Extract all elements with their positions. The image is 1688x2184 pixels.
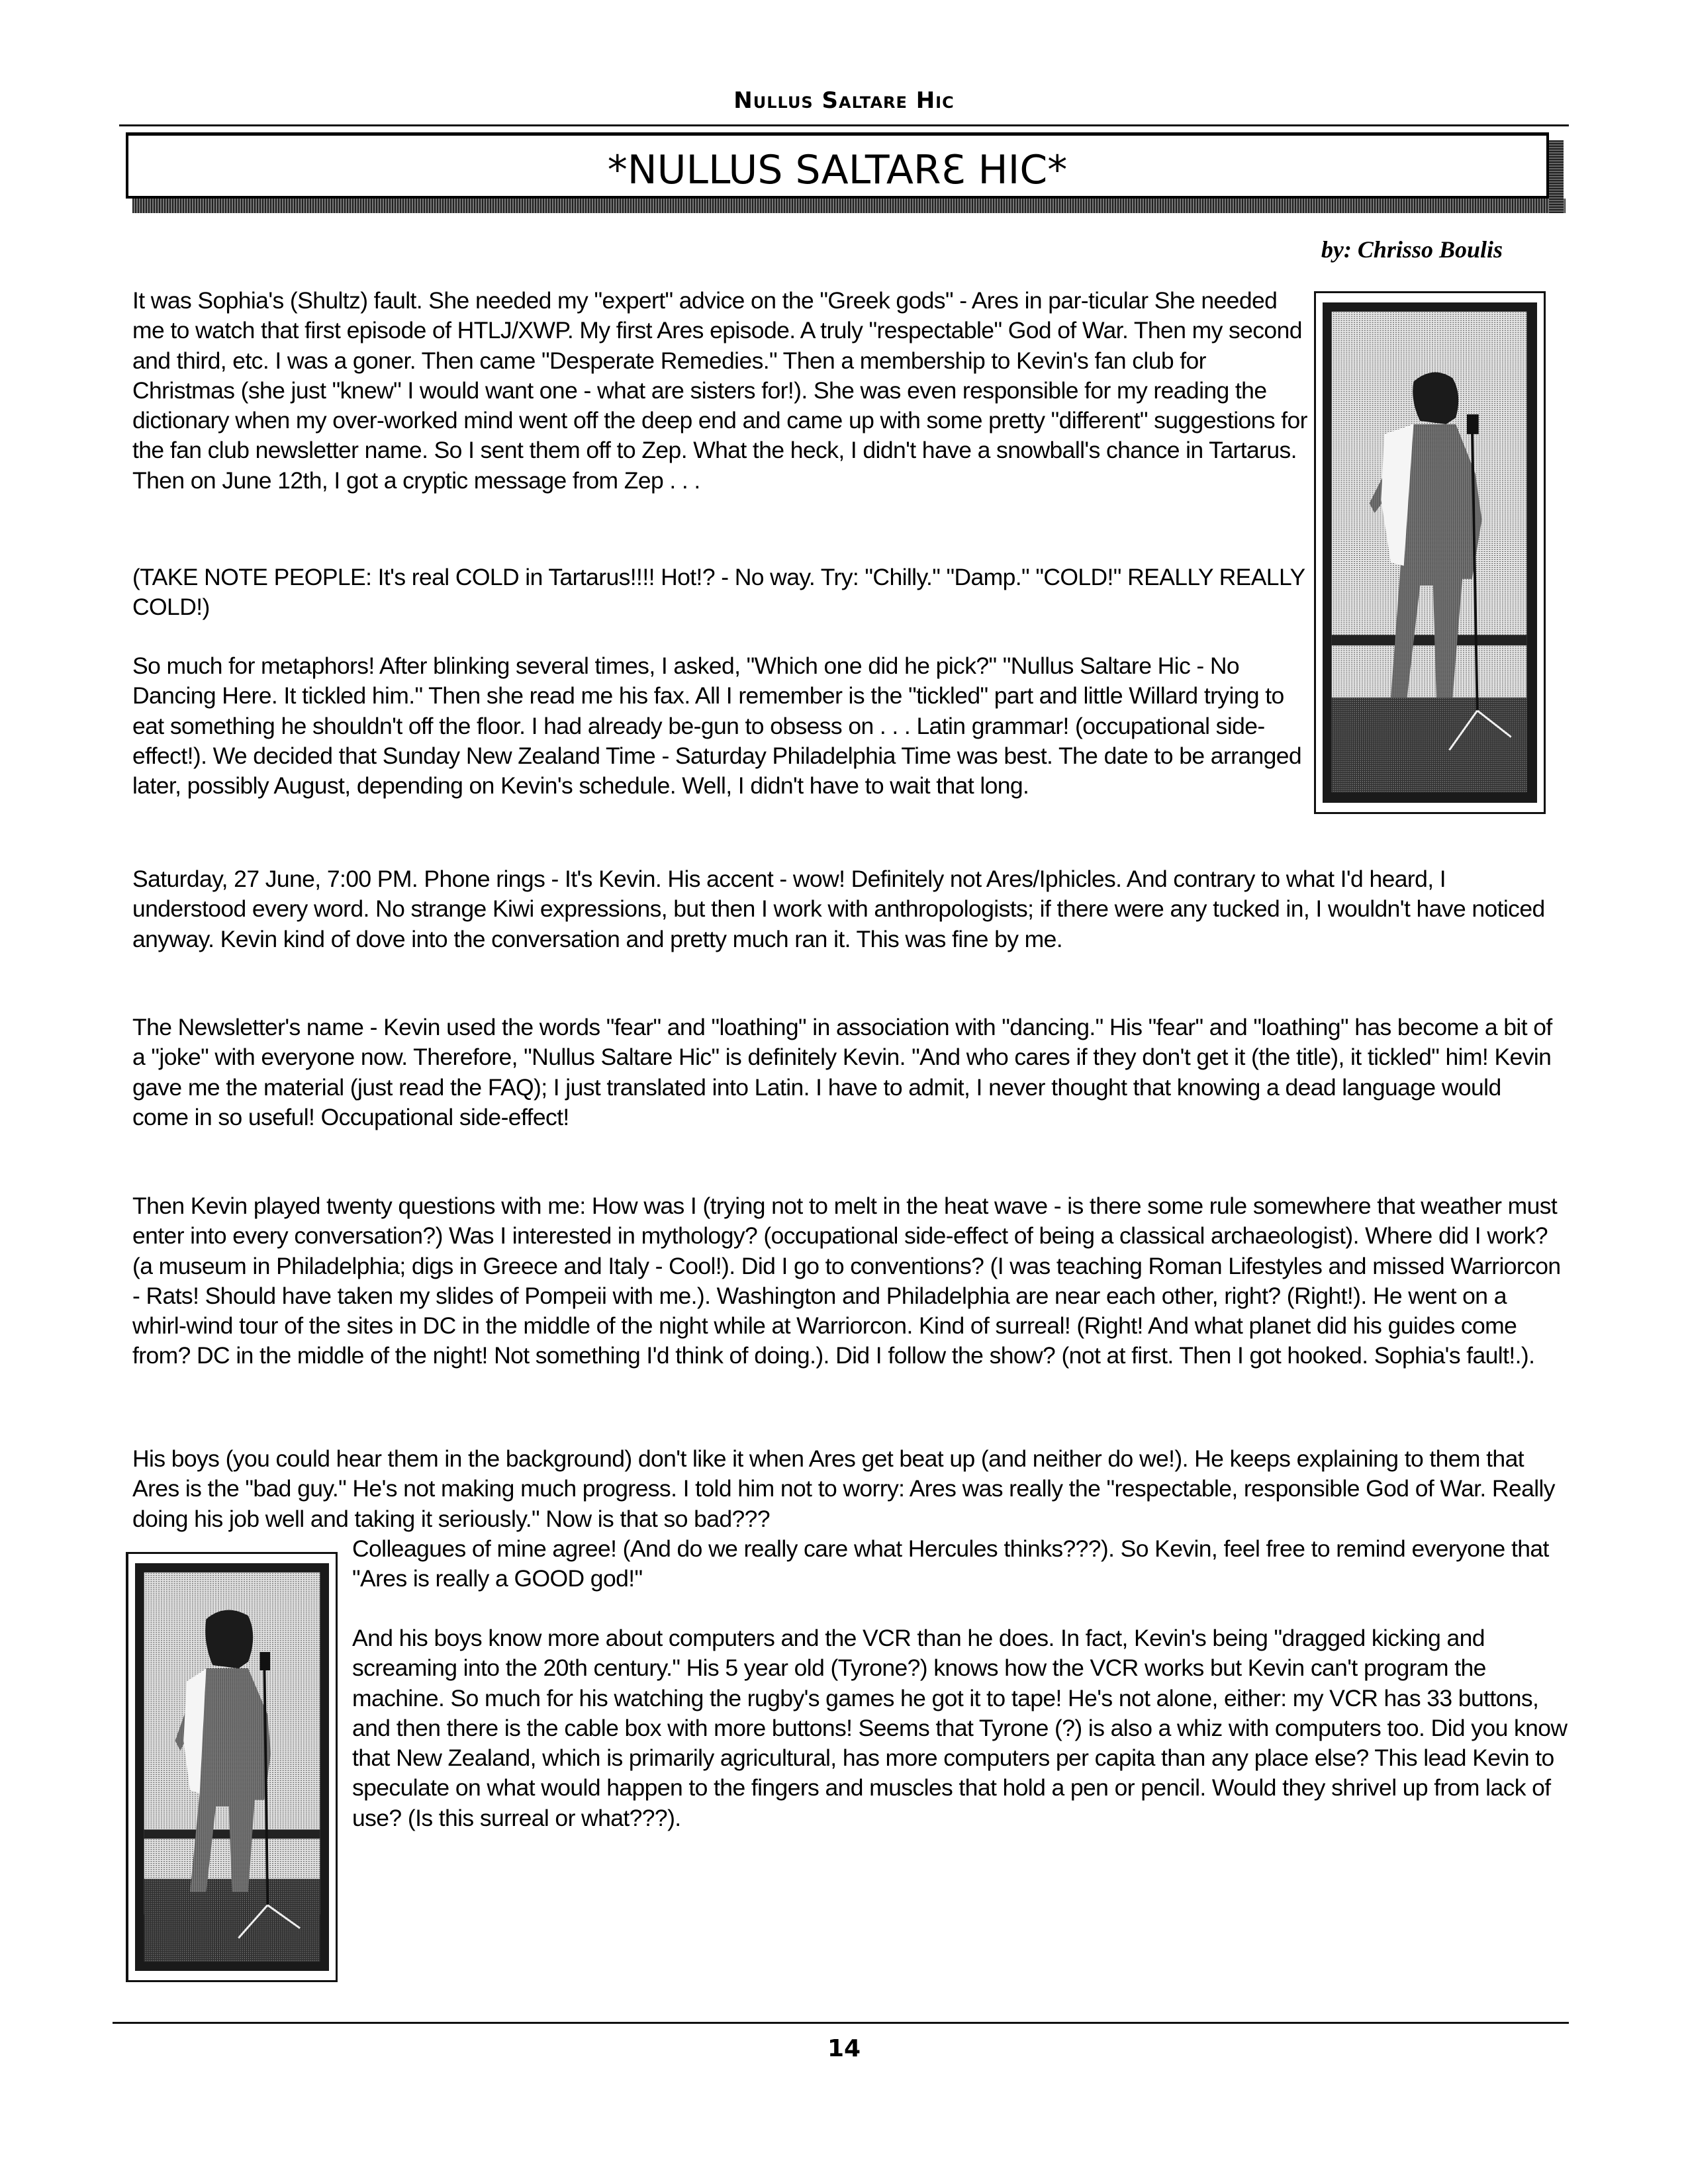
page-number: 14	[827, 2035, 861, 2062]
running-head: Nullus Saltare Hic	[733, 87, 955, 114]
paragraph: It was Sophia's (Shultz) fault. She needed my "expert" advice on the "Greek gods" - Ares in par-ticular She needed me to watch that first episode of HTLJ/XWP. My first Ares episode. A truly "respectable" God of War. Then my second and third, etc. I was a goner. Then came "Desperate Remedies." Then a membership to Kevin's fan club for Christmas (she just "knew" I would want one - what are sisters for!). She was even responsible for my reading the dictionary when my over-worked mind went off the deep end and came up with some pretty "different" suggestions for the fan club newsletter name. So I sent them off to Zep. What the heck, I didn't have a snowball's chance in Tartarus. Then on June 12th, I got a cryptic message from Zep . . .	[132, 287, 1307, 494]
footer-rule	[113, 2022, 1569, 2024]
paragraph: (TAKE NOTE PEOPLE: It's real COLD in Tartarus!!!! Hot!? - No way. Try: "Chilly." "Damp." "COLD!" REALLY REALLY COLD!)	[132, 564, 1305, 621]
paragraph: So much for metaphors! After blinking several times, I asked, "Which one did he pick?" "Nullus Saltare Hic - No Dancing Here. It tickled him." Then she read me his fax. All I remember is the "tickled" part and little Willard trying to eat something he shouldn't off the floor. I had already be-gun to obsess on . . . Latin grammar! (occupational side-effect!). We decided that Sunday New Zealand Time - Saturday Philadelphia Time was best. The date to be arranged later, possibly August, depending on Kevin's schedule. Well, I didn't have to wait that long.	[132, 653, 1302, 799]
photo-performer-microphone-top	[1314, 291, 1546, 814]
halftone-photo	[1323, 302, 1537, 803]
performer-photo-illustration	[1323, 302, 1537, 803]
byline: by: Chrisso Boulis	[1321, 236, 1503, 263]
halftone-photo	[135, 1563, 329, 1971]
article-title: *NULLUS SALTARƐ HIC*	[607, 147, 1068, 193]
performer-photo-illustration	[135, 1563, 329, 1971]
title-box-shadow-right	[1549, 140, 1564, 213]
header-rule	[119, 124, 1569, 126]
photo-performer-microphone-bottom	[126, 1552, 338, 1982]
paragraph: Then Kevin played twenty questions with me: How was I (trying not to melt in the heat wave - is there some rule somewhere that weather must enter into every conversation?) Was I interested in mythology? (occupational side-effect of being a classical archaeologist). Where did I work? (a museum in Philadelphia; digs in Greece and Italy - Cool!). Did I go to conventions? (I was teaching Roman Lifestyles and missed Warriorcon - Rats! Should have taken my slides of Pompeii with me.). Washington and Philadelphia are near each other, right? (Right!). He went on a whirl-wind tour of the sites in DC in the middle of the night while at Warriorcon. Kind of surreal! (Right! And what planet did his guides come from? DC in the middle of the night! Not something I'd think of doing.). Did I follow the show? (not at first. Then I got hooked. Sophia's fault!.).	[132, 1193, 1561, 1369]
paragraph: His boys (you could hear them in the background) don't like it when Ares get beat up (and neither do we!). He keeps explaining to them that Ares is the "bad guy." He's not making much progress. I told him not to worry: Ares was really the "respectable, responsible God of War. Really doing his job well and taking it seriously." Now is that so bad???	[132, 1445, 1555, 1532]
paragraph: The Newsletter's name - Kevin used the words "fear" and "loathing" in association with "dancing." His "fear" and "loathing" has become a bit of a "joke" with everyone now. Therefore, "Nullus Saltare Hic" is definitely Kevin. "And who cares if they don't get it (the title), it tickled" him! Kevin gave me the material (just read the FAQ); I just translated into Latin. I have to admit, I never thought that knowing a dead language would come in so useful! Occupational side-effect!	[132, 1014, 1552, 1130]
paragraph: And his boys know more about computers and the VCR than he does. In fact, Kevin's being "dragged kicking and screaming into the 20th century." His 5 year old (Tyrone?) knows how the VCR works but Kevin can't program the machine. So much for his watching the rugby's games he got it to tape! He's not alone, either: my VCR has 33 buttons, and then there is the cable box with more buttons! Seems that Tyrone (?) is also a whiz with computers too. Did you know that New Zealand, which is primarily agricultural, has more computers per capita than any place else? This lead Kevin to speculate on what would happen to the fingers and muscles that hold a pen or pencil. Would they shrivel up from lack of use? (Is this surreal or what???).	[352, 1625, 1568, 1831]
paragraph: Colleagues of mine agree! (And do we really care what Hercules thinks???). So Kevin, feel free to remind everyone that "Ares is really a GOOD god!"	[352, 1535, 1549, 1592]
title-box-shadow-bottom	[132, 199, 1566, 213]
paragraph: Saturday, 27 June, 7:00 PM. Phone rings - It's Kevin. His accent - wow! Definitely not Ares/Iphicles. And contrary to what I'd heard, I understood every word. No strange Kiwi expressions, but then I work with anthropologists; if there were any tucked in, I wouldn't have noticed anyway. Kevin kind of dove into the conversation and pretty much ran it. This was fine by me.	[132, 866, 1545, 952]
